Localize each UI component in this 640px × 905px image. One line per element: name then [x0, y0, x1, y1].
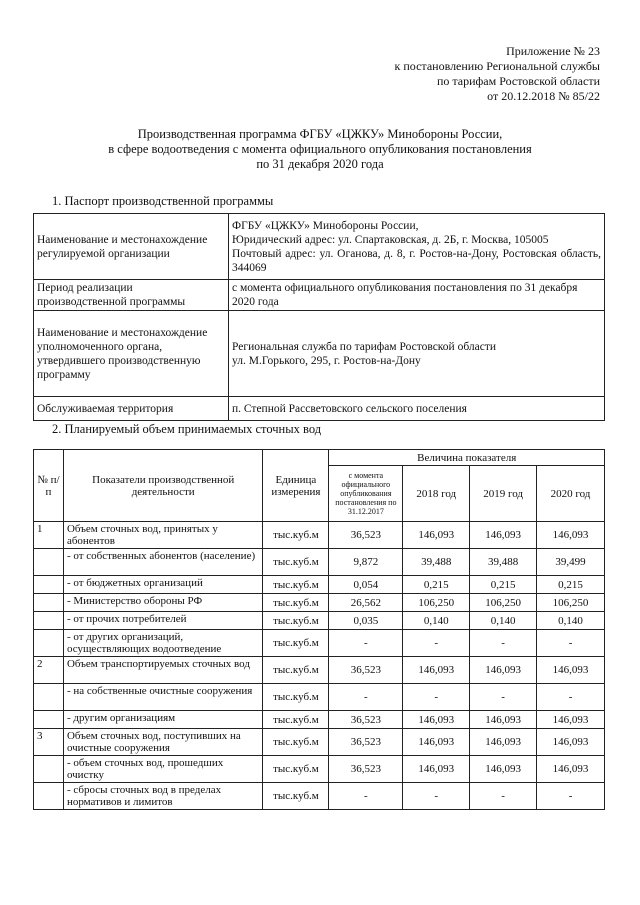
passport-value-line: Региональная служба по тарифам Ростовской области	[232, 340, 497, 353]
passport-label: Обслуживаемая территория	[34, 397, 229, 421]
row-indicator: - другим организациям	[63, 711, 263, 729]
passport-table	[33, 213, 605, 421]
value-2019: -	[470, 684, 537, 711]
annex-line: к постановлению Региональной службы	[394, 59, 600, 73]
value-2019: 0,140	[470, 612, 537, 630]
passport-value	[229, 214, 605, 280]
passport-value-line: ФГБУ «ЦЖКУ» Минобороны России,	[232, 219, 419, 232]
value-2018: 0,215	[403, 576, 470, 594]
row-number: 2	[34, 657, 64, 684]
row-unit: тыс.куб.м	[263, 729, 329, 756]
passport-label: Период реализации производственной программы	[34, 280, 229, 311]
value-2019: 146,093	[470, 729, 537, 756]
value-2020: -	[537, 630, 605, 657]
row-indicator: - объем сточных вод, прошедших очистку	[63, 756, 263, 783]
row-indicator: - Министерство обороны РФ	[63, 594, 263, 612]
row-indicator: Объем сточных вод, принятых у абонентов	[63, 522, 263, 549]
value-2020: 146,093	[537, 657, 605, 684]
row-unit: тыс.куб.м	[263, 594, 329, 612]
header-indicator: Показатели производственной деятельности	[63, 450, 263, 522]
value-2019: 39,488	[470, 549, 537, 576]
row-number: 1	[34, 522, 64, 549]
volume-table	[33, 449, 605, 810]
table-row	[34, 684, 605, 711]
table-row	[34, 711, 605, 729]
row-number	[34, 711, 64, 729]
value-2020: 146,093	[537, 711, 605, 729]
value-since: 0,054	[329, 576, 403, 594]
value-since: 36,523	[329, 729, 403, 756]
row-unit: тыс.куб.м	[263, 630, 329, 657]
passport-row	[34, 280, 605, 311]
row-number	[34, 594, 64, 612]
passport-label: Наименование и местонахождение регулируемой организации	[34, 214, 229, 280]
value-2020: 146,093	[537, 522, 605, 549]
value-2020: 106,250	[537, 594, 605, 612]
passport-value	[229, 397, 605, 421]
row-number	[34, 630, 64, 657]
table-row	[34, 756, 605, 783]
table-row	[34, 576, 605, 594]
value-2020: 146,093	[537, 756, 605, 783]
row-unit: тыс.куб.м	[263, 657, 329, 684]
table-row	[34, 594, 605, 612]
table-row	[34, 729, 605, 756]
row-unit: тыс.куб.м	[263, 612, 329, 630]
value-2020: 0,140	[537, 612, 605, 630]
section-1-heading: 1. Паспорт производственной программы	[52, 194, 274, 208]
header-value-group: Величина показателя	[329, 450, 605, 466]
value-since: 26,562	[329, 594, 403, 612]
title-line: в сфере водоотведения с момента официального опубликования постановления	[108, 142, 532, 156]
annex-line: по тарифам Ростовской области	[436, 74, 600, 88]
value-2019: 0,215	[470, 576, 537, 594]
value-since: 0,035	[329, 612, 403, 630]
value-since: 36,523	[329, 522, 403, 549]
header-col-2020: 2020 год	[537, 466, 605, 522]
header-col-2019: 2019 год	[470, 466, 537, 522]
row-unit: тыс.куб.м	[263, 711, 329, 729]
row-indicator: - от прочих потребителей	[63, 612, 263, 630]
value-2018: -	[403, 783, 470, 810]
value-2019: -	[470, 630, 537, 657]
value-2018: 39,488	[403, 549, 470, 576]
table-row	[34, 612, 605, 630]
passport-row	[34, 214, 605, 280]
value-2020: -	[537, 783, 605, 810]
passport-value-line: ул. М.Горького, 295, г. Ростов-на-Дону	[232, 354, 421, 367]
passport-value-line: Юридический адрес: ул. Спартаковская, д. 2Б, г. Москва, 105005	[232, 233, 549, 246]
value-since: -	[329, 630, 403, 657]
annex-block	[395, 44, 600, 104]
value-2018: 146,093	[403, 756, 470, 783]
value-since: 36,523	[329, 711, 403, 729]
header-no: № п/п	[34, 450, 64, 522]
passport-row	[34, 397, 605, 421]
row-unit: тыс.куб.м	[263, 549, 329, 576]
value-2019: 146,093	[470, 522, 537, 549]
value-2020: 146,093	[537, 729, 605, 756]
row-number	[34, 576, 64, 594]
row-indicator: - от собственных абонентов (население)	[63, 549, 263, 576]
row-number	[34, 612, 64, 630]
value-2018: 106,250	[403, 594, 470, 612]
row-number	[34, 549, 64, 576]
header-col-since: с момента официального опубликования постановления по 31.12.2017	[329, 466, 403, 522]
annex-line: Приложение № 23	[506, 44, 600, 58]
passport-label: Наименование и местонахождение уполномоченного органа, утвердившего производственную программу	[34, 311, 229, 397]
row-indicator: - сбросы сточных вод в пределах нормативов и лимитов	[63, 783, 263, 810]
row-unit: тыс.куб.м	[263, 576, 329, 594]
value-2018: 146,093	[403, 657, 470, 684]
passport-value-line: Почтовый адрес: ул. Оганова, д. 8, г. Ростов-на-Дону, Ростовская область, 344069	[232, 247, 601, 274]
row-number: 3	[34, 729, 64, 756]
value-2019: -	[470, 783, 537, 810]
table-row	[34, 657, 605, 684]
title-line: Производственная программа ФГБУ «ЦЖКУ» Минобороны России,	[137, 127, 503, 141]
value-2020: -	[537, 684, 605, 711]
value-2018: 146,093	[403, 711, 470, 729]
section-2-heading: 2. Планируемый объем принимаемых сточных вод	[52, 422, 322, 436]
table-row	[34, 783, 605, 810]
document-title	[40, 127, 600, 172]
row-indicator: - от других организаций, осуществляющих водоотведение	[63, 630, 263, 657]
row-unit: тыс.куб.м	[263, 522, 329, 549]
row-indicator: - от бюджетных организаций	[63, 576, 263, 594]
passport-value	[229, 280, 605, 311]
value-since: -	[329, 684, 403, 711]
passport-value	[229, 311, 605, 397]
value-since: -	[329, 783, 403, 810]
table-row	[34, 630, 605, 657]
value-2018: 146,093	[403, 729, 470, 756]
value-2019: 146,093	[470, 711, 537, 729]
value-2019: 146,093	[470, 756, 537, 783]
row-indicator: Объем транспортируемых сточных вод	[63, 657, 263, 684]
title-line: по 31 декабря 2020 года	[256, 157, 384, 171]
value-2020: 39,499	[537, 549, 605, 576]
value-since: 36,523	[329, 756, 403, 783]
value-2019: 146,093	[470, 657, 537, 684]
row-indicator: Объем сточных вод, поступивших на очистные сооружения	[63, 729, 263, 756]
row-unit: тыс.куб.м	[263, 756, 329, 783]
table-row	[34, 549, 605, 576]
value-since: 36,523	[329, 657, 403, 684]
value-2019: 106,250	[470, 594, 537, 612]
passport-value-line: п. Степной Рассветовского сельского поселения	[232, 402, 467, 415]
row-number	[34, 783, 64, 810]
header-col-2018: 2018 год	[403, 466, 470, 522]
value-2018: -	[403, 684, 470, 711]
value-2018: 146,093	[403, 522, 470, 549]
row-unit: тыс.куб.м	[263, 684, 329, 711]
row-number	[34, 756, 64, 783]
row-unit: тыс.куб.м	[263, 783, 329, 810]
value-2020: 0,215	[537, 576, 605, 594]
passport-value-line: с момента официального опубликования постановления по 31 декабря 2020 года	[232, 282, 578, 308]
value-2018: 0,140	[403, 612, 470, 630]
value-since: 9,872	[329, 549, 403, 576]
table-row	[34, 522, 605, 549]
header-unit: Единица измерения	[263, 450, 329, 522]
row-indicator: - на собственные очистные сооружения	[63, 684, 263, 711]
annex-line: от 20.12.2018 № 85/22	[487, 89, 600, 103]
row-number	[34, 684, 64, 711]
value-2018: -	[403, 630, 470, 657]
passport-row	[34, 311, 605, 397]
